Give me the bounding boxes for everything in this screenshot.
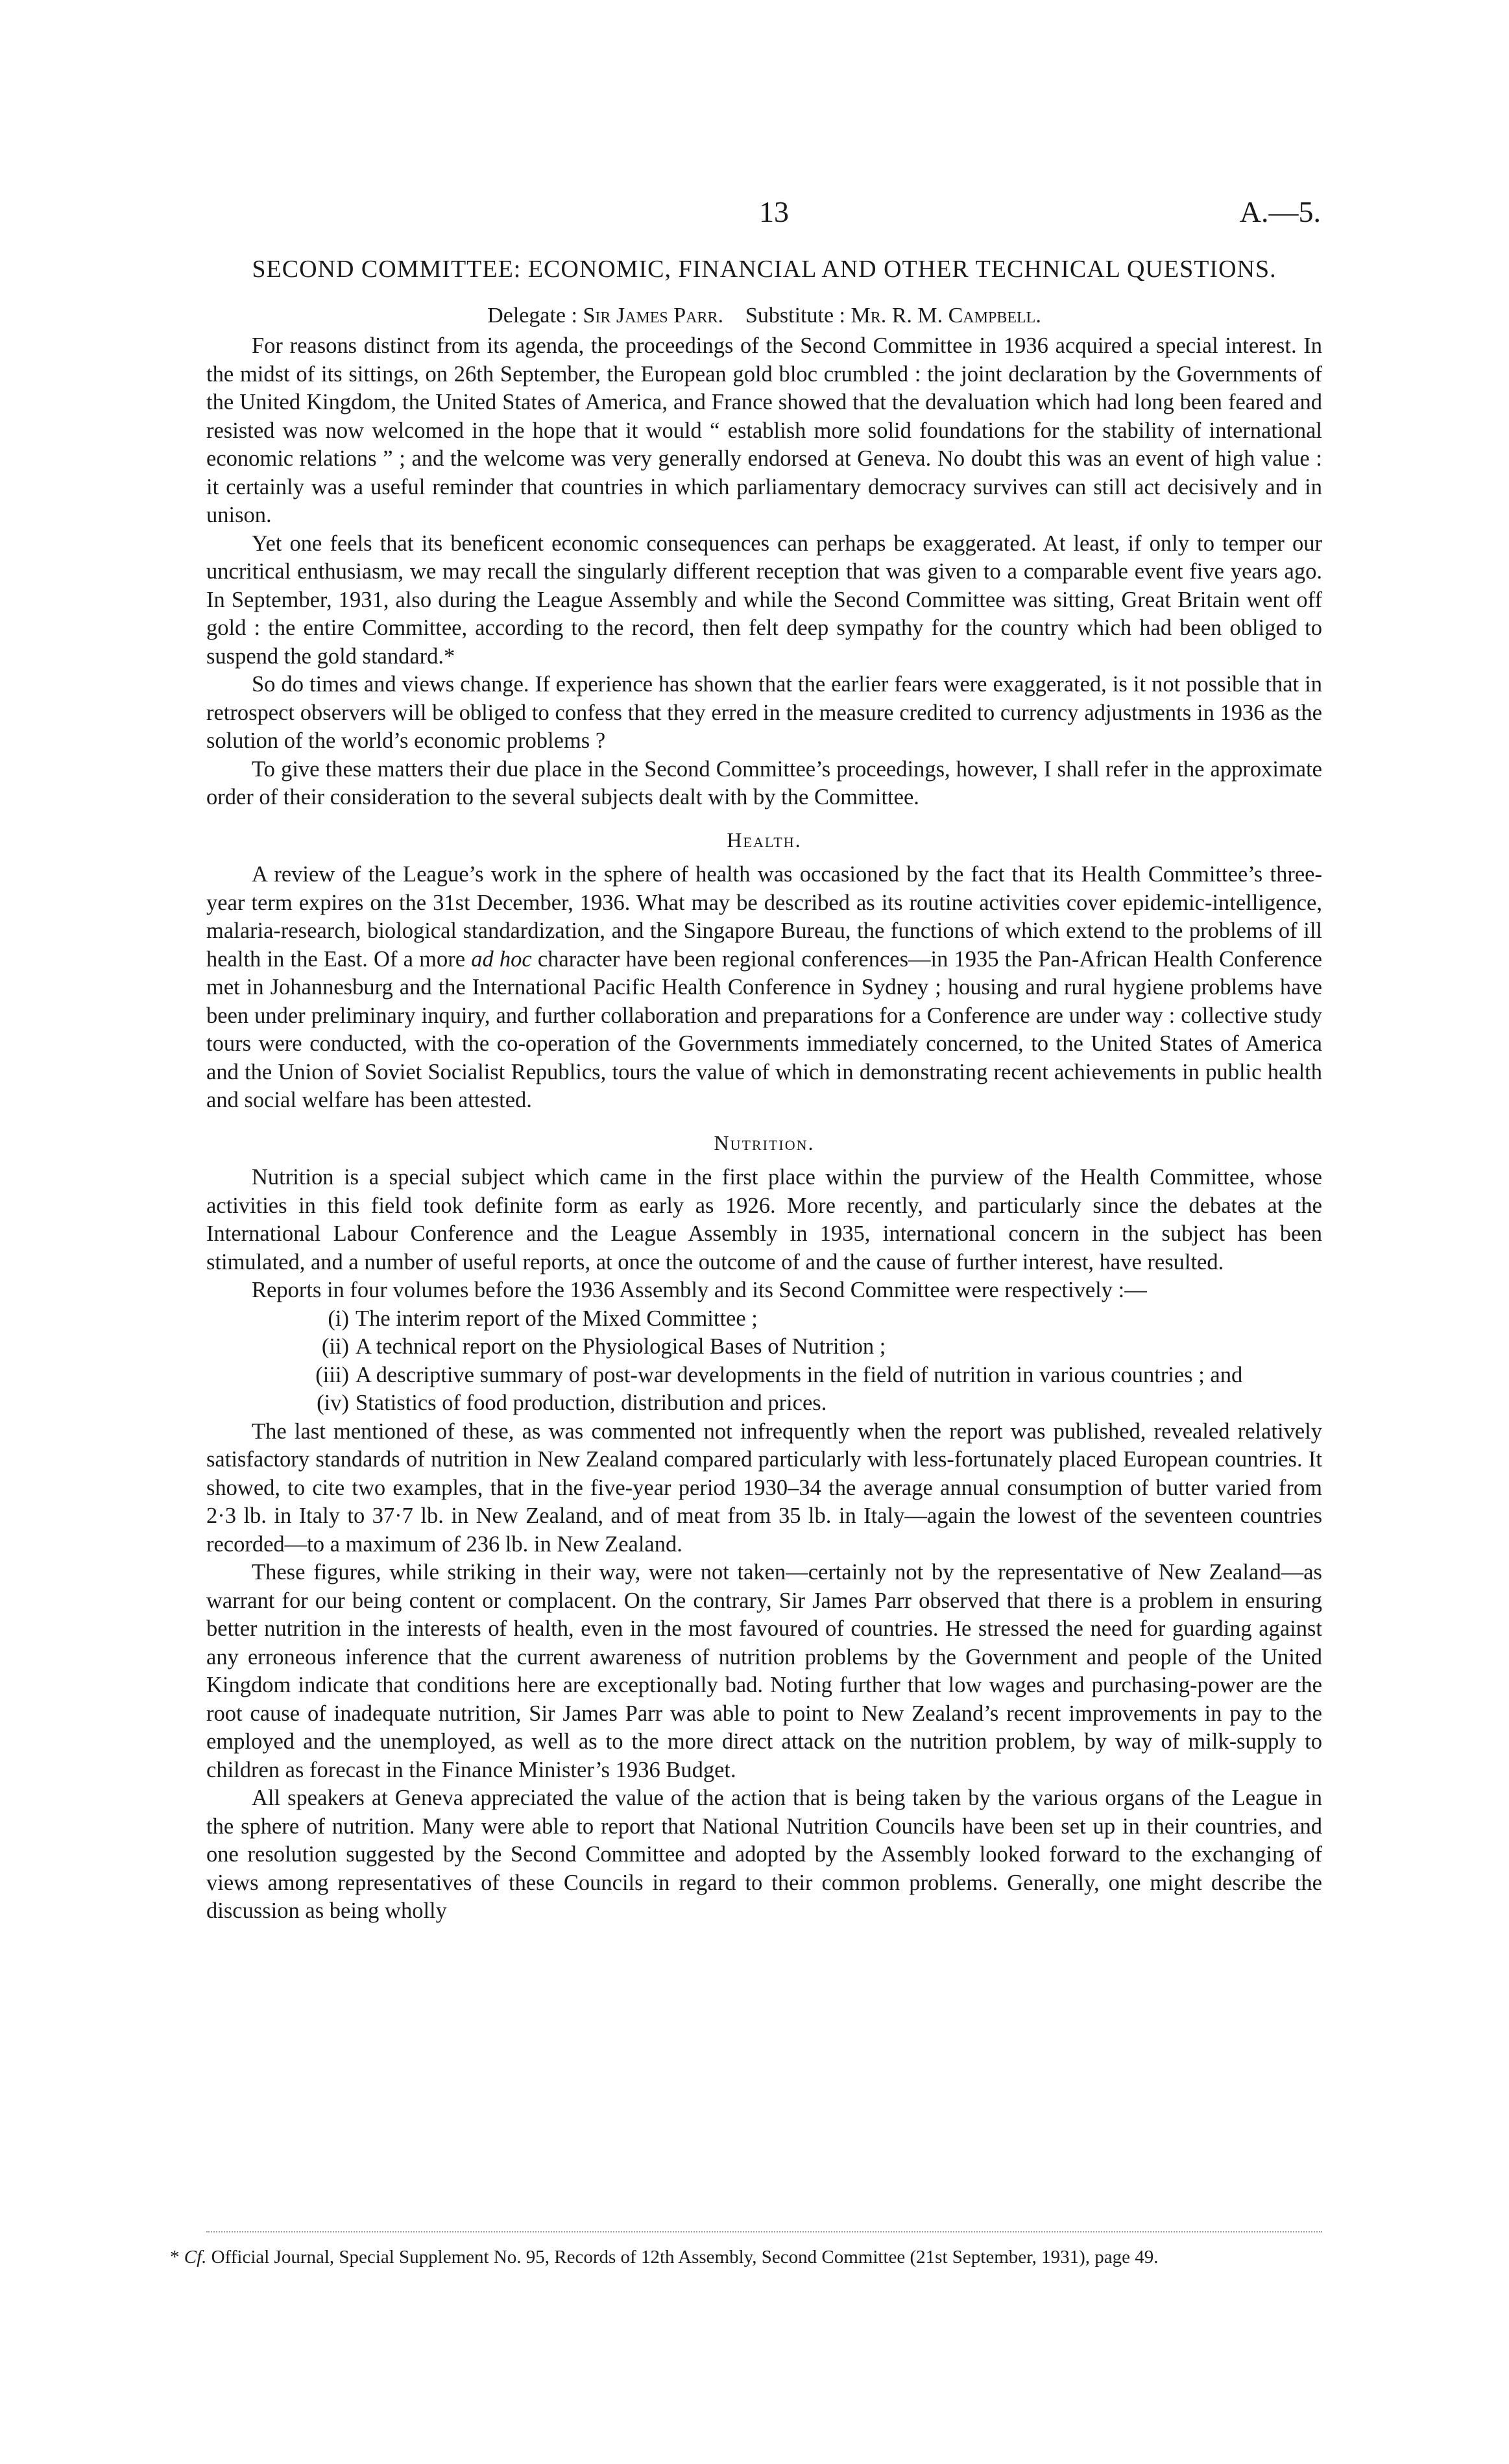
nutrition-paragraph-5: All speakers at Geneva appreciated the value of the action that is being taken by the various organs of the League in the sphere of nutrition. Many were able to report that National Nutrition Councils have been set up in their countries, and one resolution suggested by the Second Committee and adopted by the Assembly looked forward to the exchanging of views among representatives of these Councils in regard to their common problems. Generally, one might describe the discussion as being wholly — [206, 1786, 1322, 1923]
delegate-name: Sir James Parr. — [583, 304, 724, 328]
list-item-text: A descriptive summary of post-war developments in the field of nutrition in various countries ; and — [356, 1362, 1243, 1387]
nutrition-paragraph-4: These figures, while striking in their way, were not taken—certainly not by the representative of New Zealand—as warrant for our being content or complacent. On the contrary, Sir James Parr observed that there is a problem in ensuring better nutrition in the interests of health, even in the most favoured of countries. He stressed the need for guarding against any erroneous inference that the current awareness of nutrition problems by the Government and people of the United Kingdom indicate that conditions here are exceptionally bad. Noting further that low wages and purchasing-power are the root cause of inadequate nutrition, Sir James Parr was able to point to New Zealand’s recent improvements in pay to the employed and the unemployed, as well as to the more direct attack on the nutrition problem, by way of milk-supply to children as forecast in the Finance Minister’s 1936 Budget. — [206, 1560, 1322, 1782]
nutrition-paragraph-2: Reports in four volumes before the 1936 Assembly and its Second Committee were respectively :— — [252, 1278, 1147, 1302]
list-item-text: The interim report of the Mixed Committee ; — [356, 1306, 758, 1331]
reports-list — [206, 1305, 1322, 1418]
intro-paragraph-4: To give these matters their due place in the Second Committee’s proceedings, however, I shall refer in the approximate order of their consideration to the several subjects dealt with by the Committee. — [206, 756, 1322, 809]
nutrition-paragraph-1: Nutrition is a special subject which came in the first place within the purview of the Health Committee, whose activities in this field took definite form as early as 1926. More recently, and particularly since the debates at the International Labour Conference and the League Assembly in 1935, international concern in the subject has been stimulated, and a number of useful reports, at once the outcome of and the cause of further interest, have resulted. — [206, 1165, 1322, 1274]
body-text — [206, 332, 1322, 1926]
list-item-text: Statistics of food production, distribution and prices. — [356, 1391, 827, 1415]
health-text-a: A review of the League’s work in the sphere of health was occasioned by the fact that its Health Committee’s three-year term expires on the 31st December, 1936. What may be described as its routine activities cover epidemic-intelligence, malaria-research, biological standardization, and the Singapore Bureau, the functions of which extend to the problems of ill health in the East. Of a more — [206, 862, 1322, 972]
intro-paragraph-2: Yet one feels that its beneficent economic consequences can perhaps be exaggerated. At least, if only to temper our uncritical enthusiasm, we may recall the singularly different reception that was given to a comparable event five years ago. In September, 1931, also during the League Assembly and while the Second Committee was sitting, Great Britain went off gold : the entire Committee, according to the record, then felt deep sympathy for the country which had been obliged to suspend the gold standard.* — [206, 531, 1322, 669]
nutrition-heading: Nutrition. — [714, 1130, 815, 1154]
list-item — [206, 1361, 1322, 1390]
footnote-divider — [206, 2231, 1322, 2232]
section-title: SECOND COMMITTEE: ECONOMIC, FINANCIAL AND OTHER TECHNICAL QUESTIONS. — [252, 256, 1277, 283]
list-item-number: (iv) — [317, 1391, 349, 1415]
health-text-italic: ad hoc — [471, 946, 532, 972]
intro-paragraph-3: So do times and views change. If experience has shown that the earlier fears were exaggerated, is it not possible that in retrospect observers will be obliged to confess that they erred in the measure credited to currency adjustments in 1936 as the solution of the world’s economic problems ? — [206, 672, 1322, 753]
footnote-cf: Cf. — [184, 2247, 207, 2267]
intro-paragraph-1: For reasons distinct from its agenda, the proceedings of the Second Committee in 1936 acquired a special interest. In the midst of its sittings, on 26th September, the European gold bloc crumbled : the joint declaration by the Governments of the United Kingdom, the United States of America, and France showed that the devaluation which had long been feared and resisted was now welcomed in the hope that it would “ establish more solid foundations for the stability of international economic relations ” ; and the welcome was very generally endorsed at Geneva. No doubt this was an event of high value : it certainly was a useful reminder that countries in which parliamentary democracy survives can still act decisively and in unison. — [206, 333, 1322, 527]
substitute-label: Substitute : — [745, 304, 845, 328]
footnote-text: Official Journal, Special Supplement No. 95, Records of 12th Assembly, Second Committee (21st September, 1931), page 49. — [206, 2247, 1159, 2267]
footnote-marker: * — [170, 2247, 184, 2267]
list-item — [206, 1389, 1322, 1418]
page-number: 13 — [759, 195, 789, 228]
substitute-name: Mr. R. M. Campbell. — [851, 304, 1041, 328]
footnote — [170, 2245, 1331, 2269]
delegate-label: Delegate : — [487, 304, 577, 328]
nutrition-paragraph-3: The last mentioned of these, as was commented not infrequently when the report was published, revealed relatively satisfactory standards of nutrition in New Zealand compared particularly with less-fortunately placed European countries. It showed, to cite two examples, that in the five-year period 1930–34 the average annual consumption of butter varied from 2·3 lb. in Italy to 37·7 lb. in New Zealand, and of meat from 35 lb. in Italy—again the lowest of the seventeen countries recorded—to a maximum of 236 lb. in New Zealand. — [206, 1418, 1322, 1557]
list-item-text: A technical report on the Physiological Bases of Nutrition ; — [356, 1334, 886, 1359]
health-heading: Health. — [727, 828, 802, 852]
list-item — [206, 1305, 1322, 1334]
list-item-number: (iii) — [315, 1362, 349, 1387]
health-paragraph — [206, 861, 1322, 1115]
document-reference: A.—5. — [1239, 195, 1321, 228]
health-text-b: character have been regional conferences—in 1935 the Pan-African Health Conference met in Johannesburg and the International Pacific Health Conference in Sydney ; housing and rural hygiene problems have been under preliminary inquiry, and further collaboration and preparations for a Conference are under way : collective study tours were conducted, with the co-operation of the Governments immediately concerned, to the United States of America and the Union of Soviet Socialist Republics, tours the value of which in demonstrating recent achievements in public health and social welfare has been attested. — [206, 946, 1322, 1112]
list-item-number: (i) — [328, 1306, 349, 1331]
delegates-line — [206, 304, 1322, 328]
list-item — [206, 1333, 1322, 1361]
list-item-number: (ii) — [321, 1334, 349, 1359]
